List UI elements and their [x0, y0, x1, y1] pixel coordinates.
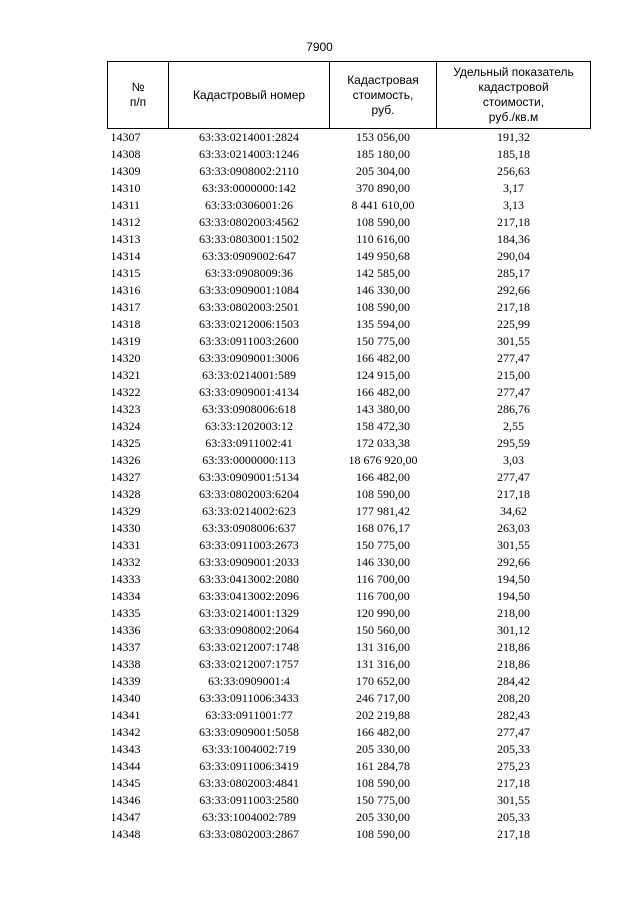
specific-indicator-cell: 3,03	[503, 453, 524, 467]
page-number: 7900	[306, 40, 333, 54]
specific-indicator-cell: 301,55	[497, 793, 530, 807]
table-row	[108, 673, 591, 690]
cadastral-value-cell: 202 219,88	[356, 708, 410, 722]
row-number-cell: 14345	[110, 776, 141, 790]
cadastral-value-cell: 146 330,00	[356, 283, 410, 297]
cadastral-value-cell: 153 056,00	[356, 130, 410, 144]
table-header	[108, 62, 591, 129]
row-number-cell: 14307	[110, 130, 141, 144]
table-row	[108, 435, 591, 452]
row-number-cell: 14348	[110, 827, 141, 841]
cadastral-value-cell: 108 590,00	[356, 300, 410, 314]
row-number-cell: 14337	[110, 640, 141, 654]
cadastral-number-cell: 63:33:0212007:1748	[198, 640, 299, 654]
row-number-cell: 14338	[110, 657, 141, 671]
row-number-cell: 14320	[110, 351, 141, 365]
row-number-cell: 14324	[110, 419, 141, 433]
cadastral-value-cell: 166 482,00	[356, 470, 410, 484]
cadastral-number-cell: 63:33:1004002:719	[201, 742, 296, 756]
table-row	[108, 537, 591, 554]
table-row	[108, 452, 591, 469]
specific-indicator-cell: 284,42	[497, 674, 530, 688]
row-number-cell: 14342	[110, 725, 141, 739]
table-row	[108, 724, 591, 741]
specific-indicator-cell: 290,04	[497, 249, 530, 263]
table-row	[108, 622, 591, 639]
cadastral-value-cell: 108 590,00	[356, 776, 410, 790]
cadastral-number-cell: 63:33:0413002:2096	[198, 589, 299, 603]
table-row	[108, 401, 591, 418]
row-number-cell: 14309	[110, 164, 141, 178]
cadastral-number-cell: 63:33:0909002:647	[201, 249, 296, 263]
table-row	[108, 214, 591, 231]
specific-indicator-cell: 34,62	[500, 504, 527, 518]
table-row	[108, 418, 591, 435]
table-row	[108, 384, 591, 401]
row-number-cell: 14335	[110, 606, 141, 620]
table-row	[108, 248, 591, 265]
cadastral-value-cell: 158 472,30	[356, 419, 410, 433]
specific-indicator-cell: 205,33	[497, 742, 530, 756]
row-number-cell: 14313	[110, 232, 141, 246]
cadastral-number-cell: 63:33:0909001:2033	[198, 555, 299, 569]
table-row	[108, 826, 591, 843]
header-cadastral-number: Кадастровый номер	[169, 62, 330, 129]
cadastral-value-cell: 150 775,00	[356, 793, 410, 807]
cadastral-number-cell: 63:33:0908006:618	[201, 402, 296, 416]
specific-indicator-cell: 217,18	[497, 300, 530, 314]
table-row	[108, 231, 591, 248]
cadastral-number-cell: 63:33:0802003:2501	[198, 300, 299, 314]
table-row	[108, 350, 591, 367]
row-number-cell: 14310	[110, 181, 141, 195]
cadastral-number-cell: 63:33:0908002:2064	[198, 623, 299, 637]
table-row	[108, 639, 591, 656]
row-number-cell: 14312	[110, 215, 141, 229]
row-number-cell: 14339	[110, 674, 141, 688]
cadastral-value-cell: 108 590,00	[356, 827, 410, 841]
cadastral-value-cell: 142 585,00	[356, 266, 410, 280]
cadastral-value-cell: 177 981,42	[356, 504, 410, 518]
cadastral-number-cell: 63:33:0909001:5134	[198, 470, 299, 484]
cadastral-value-cell: 170 652,00	[356, 674, 410, 688]
cadastral-value-cell: 166 482,00	[356, 351, 410, 365]
table-row	[108, 316, 591, 333]
row-number-cell: 14311	[110, 198, 141, 212]
specific-indicator-cell: 286,76	[497, 402, 530, 416]
row-number-cell: 14329	[110, 504, 141, 518]
cadastral-number-cell: 63:33:0214001:1329	[198, 606, 299, 620]
table-row	[108, 707, 591, 724]
cadastral-number-cell: 63:33:0306001:26	[204, 198, 293, 212]
cadastral-value-cell: 166 482,00	[356, 725, 410, 739]
specific-indicator-cell: 277,47	[497, 385, 530, 399]
cadastral-value-cell: 166 482,00	[356, 385, 410, 399]
cadastral-value-cell: 146 330,00	[356, 555, 410, 569]
table-row	[108, 299, 591, 316]
specific-indicator-cell: 282,43	[497, 708, 530, 722]
cadastral-value-cell: 370 890,00	[356, 181, 410, 195]
table-row	[108, 163, 591, 180]
table-row	[108, 520, 591, 537]
table-row	[108, 792, 591, 809]
cadastral-value-cell: 124 915,00	[356, 368, 410, 382]
table-row	[108, 180, 591, 197]
cadastral-number-cell: 63:33:0911001:77	[205, 708, 293, 722]
specific-indicator-cell: 218,86	[497, 657, 530, 671]
header-row	[108, 62, 591, 129]
cadastral-number-cell: 63:33:0802003:4562	[198, 215, 299, 229]
cadastral-number-cell: 63:33:0909001:5058	[198, 725, 299, 739]
cadastral-number-cell: 63:33:0909001:4134	[198, 385, 299, 399]
row-number-cell: 14328	[110, 487, 141, 501]
cadastral-value-cell: 150 775,00	[356, 334, 410, 348]
cadastral-number-cell: 63:33:1202003:12	[204, 419, 293, 433]
specific-indicator-cell: 277,47	[497, 725, 530, 739]
row-number-cell: 14327	[110, 470, 141, 484]
cadastral-value-cell: 8 441 610,00	[351, 198, 415, 212]
table-row	[108, 605, 591, 622]
specific-indicator-cell: 275,23	[497, 759, 530, 773]
table-row	[108, 758, 591, 775]
cadastral-value-cell: 205 330,00	[356, 742, 410, 756]
table-body	[108, 129, 591, 844]
cadastral-number-cell: 63:33:0911002:41	[205, 436, 293, 450]
cadastral-value-cell: 143 380,00	[356, 402, 410, 416]
cadastral-number-cell: 63:33:0214002:623	[201, 504, 296, 518]
table-row	[108, 469, 591, 486]
cadastral-number-cell: 63:33:0212007:1757	[198, 657, 299, 671]
specific-indicator-cell: 194,50	[497, 572, 530, 586]
header-row-number: № п/п	[108, 62, 169, 129]
header-specific-indicator: Удельный показатель кадастровой стоимости, руб./кв.м	[437, 62, 591, 129]
specific-indicator-cell: 217,18	[497, 827, 530, 841]
cadastral-number-cell: 63:33:0802003:4841	[198, 776, 299, 790]
cadastral-number-cell: 63:33:0908002:2110	[199, 164, 299, 178]
row-number-cell: 14332	[110, 555, 141, 569]
row-number-cell: 14317	[110, 300, 141, 314]
row-number-cell: 14314	[110, 249, 141, 263]
row-number-cell: 14343	[110, 742, 141, 756]
cadastral-value-cell: 131 316,00	[356, 657, 410, 671]
row-number-cell: 14308	[110, 147, 141, 161]
cadastral-number-cell: 63:33:0214001:589	[201, 368, 296, 382]
row-number-cell: 14316	[110, 283, 141, 297]
specific-indicator-cell: 301,12	[497, 623, 530, 637]
specific-indicator-cell: 205,33	[497, 810, 530, 824]
cadastral-value-cell: 205 304,00	[356, 164, 410, 178]
cadastral-value-cell: 205 330,00	[356, 810, 410, 824]
cadastral-value-cell: 116 700,00	[356, 572, 410, 586]
specific-indicator-cell: 263,03	[497, 521, 530, 535]
cadastral-value-cell: 172 033,38	[356, 436, 410, 450]
table-row	[108, 265, 591, 282]
cadastral-value-cell: 116 700,00	[356, 589, 410, 603]
row-number-cell: 14321	[110, 368, 141, 382]
specific-indicator-cell: 185,18	[497, 147, 530, 161]
specific-indicator-cell: 277,47	[497, 470, 530, 484]
specific-indicator-cell: 191,32	[497, 130, 530, 144]
cadastral-number-cell: 63:33:0212006:1503	[198, 317, 299, 331]
cadastral-number-cell: 63:33:0911003:2673	[199, 538, 299, 552]
specific-indicator-cell: 218,86	[497, 640, 530, 654]
specific-indicator-cell: 217,18	[497, 776, 530, 790]
row-number-cell: 14340	[110, 691, 141, 705]
specific-indicator-cell: 3,13	[503, 198, 524, 212]
header-cadastral-value: Кадастровая стоимость, руб.	[330, 62, 437, 129]
cadastral-number-cell: 63:33:0911003:2600	[199, 334, 299, 348]
cadastral-number-cell: 63:33:0909001:1084	[198, 283, 299, 297]
specific-indicator-cell: 292,66	[497, 283, 530, 297]
row-number-cell: 14334	[110, 589, 141, 603]
cadastral-number-cell: 63:33:0911006:3433	[199, 691, 299, 705]
cadastral-value-cell: 131 316,00	[356, 640, 410, 654]
cadastral-value-cell: 185 180,00	[356, 147, 410, 161]
table-row	[108, 690, 591, 707]
specific-indicator-cell: 301,55	[497, 334, 530, 348]
row-number-cell: 14336	[110, 623, 141, 637]
specific-indicator-cell: 292,66	[497, 555, 530, 569]
row-number-cell: 14330	[110, 521, 141, 535]
specific-indicator-cell: 217,18	[497, 487, 530, 501]
row-number-cell: 14319	[110, 334, 141, 348]
table-row	[108, 809, 591, 826]
cadastral-number-cell: 63:33:0214001:2824	[198, 130, 299, 144]
row-number-cell: 14333	[110, 572, 141, 586]
table-row	[108, 656, 591, 673]
row-number-cell: 14341	[110, 708, 141, 722]
specific-indicator-cell: 217,18	[497, 215, 530, 229]
cadastral-number-cell: 63:33:0803001:1502	[198, 232, 299, 246]
table-row	[108, 503, 591, 520]
specific-indicator-cell: 2,55	[503, 419, 524, 433]
row-number-cell: 14347	[110, 810, 141, 824]
specific-indicator-cell: 301,55	[497, 538, 530, 552]
specific-indicator-cell: 277,47	[497, 351, 530, 365]
table-row	[108, 146, 591, 163]
cadastral-value-cell: 108 590,00	[356, 215, 410, 229]
row-number-cell: 14344	[110, 759, 141, 773]
cadastral-number-cell: 63:33:0911006:3419	[199, 759, 299, 773]
specific-indicator-cell: 295,59	[497, 436, 530, 450]
cadastral-value-cell: 110 616,00	[356, 232, 410, 246]
cadastral-number-cell: 63:33:0000000:113	[202, 453, 296, 467]
cadastral-number-cell: 63:33:1004002:789	[201, 810, 296, 824]
cadastral-value-cell: 246 717,00	[356, 691, 410, 705]
table-row	[108, 554, 591, 571]
cadastral-number-cell: 63:33:0000000:142	[201, 181, 296, 195]
cadastral-value-cell: 161 284,78	[356, 759, 410, 773]
cadastral-number-cell: 63:33:0911003:2580	[199, 793, 299, 807]
specific-indicator-cell: 225,99	[497, 317, 530, 331]
specific-indicator-cell: 218,00	[497, 606, 530, 620]
cadastral-value-cell: 108 590,00	[356, 487, 410, 501]
cadastral-number-cell: 63:33:0908006:637	[201, 521, 296, 535]
cadastral-number-cell: 63:33:0413002:2080	[198, 572, 299, 586]
row-number-cell: 14315	[110, 266, 141, 280]
cadastral-number-cell: 63:33:0909001:4	[207, 674, 290, 688]
table-row	[108, 775, 591, 792]
cadastral-value-cell: 150 775,00	[356, 538, 410, 552]
cadastral-value-cell: 18 676 920,00	[348, 453, 418, 467]
table-row	[108, 197, 591, 214]
cadastral-value-cell: 168 076,17	[356, 521, 410, 535]
cadastral-number-cell: 63:33:0908009:36	[204, 266, 293, 280]
cadastral-value-cell: 120 990,00	[356, 606, 410, 620]
row-number-cell: 14323	[110, 402, 141, 416]
specific-indicator-cell: 215,00	[497, 368, 530, 382]
specific-indicator-cell: 184,36	[497, 232, 530, 246]
cadastral-value-cell: 149 950,68	[356, 249, 410, 263]
specific-indicator-cell: 3,17	[503, 181, 524, 195]
table-row	[108, 333, 591, 350]
specific-indicator-cell: 285,17	[497, 266, 530, 280]
row-number-cell: 14325	[110, 436, 141, 450]
cadastral-value-table	[107, 61, 591, 843]
cadastral-number-cell: 63:33:0802003:2867	[198, 827, 299, 841]
specific-indicator-cell: 208,20	[497, 691, 530, 705]
table-row	[108, 588, 591, 605]
row-number-cell: 14322	[110, 385, 141, 399]
table-row	[108, 571, 591, 588]
specific-indicator-cell: 256,63	[497, 164, 530, 178]
table-row	[108, 129, 591, 147]
row-number-cell: 14326	[110, 453, 141, 467]
cadastral-value-cell: 135 594,00	[356, 317, 410, 331]
table-row	[108, 741, 591, 758]
cadastral-number-cell: 63:33:0802003:6204	[198, 487, 299, 501]
table-row	[108, 486, 591, 503]
specific-indicator-cell: 194,50	[497, 589, 530, 603]
cadastral-number-cell: 63:33:0909001:3006	[198, 351, 299, 365]
cadastral-number-cell: 63:33:0214003:1246	[198, 147, 299, 161]
table-row	[108, 367, 591, 384]
table-row	[108, 282, 591, 299]
row-number-cell: 14346	[110, 793, 141, 807]
cadastral-value-cell: 150 560,00	[356, 623, 410, 637]
row-number-cell: 14331	[110, 538, 141, 552]
row-number-cell: 14318	[110, 317, 141, 331]
